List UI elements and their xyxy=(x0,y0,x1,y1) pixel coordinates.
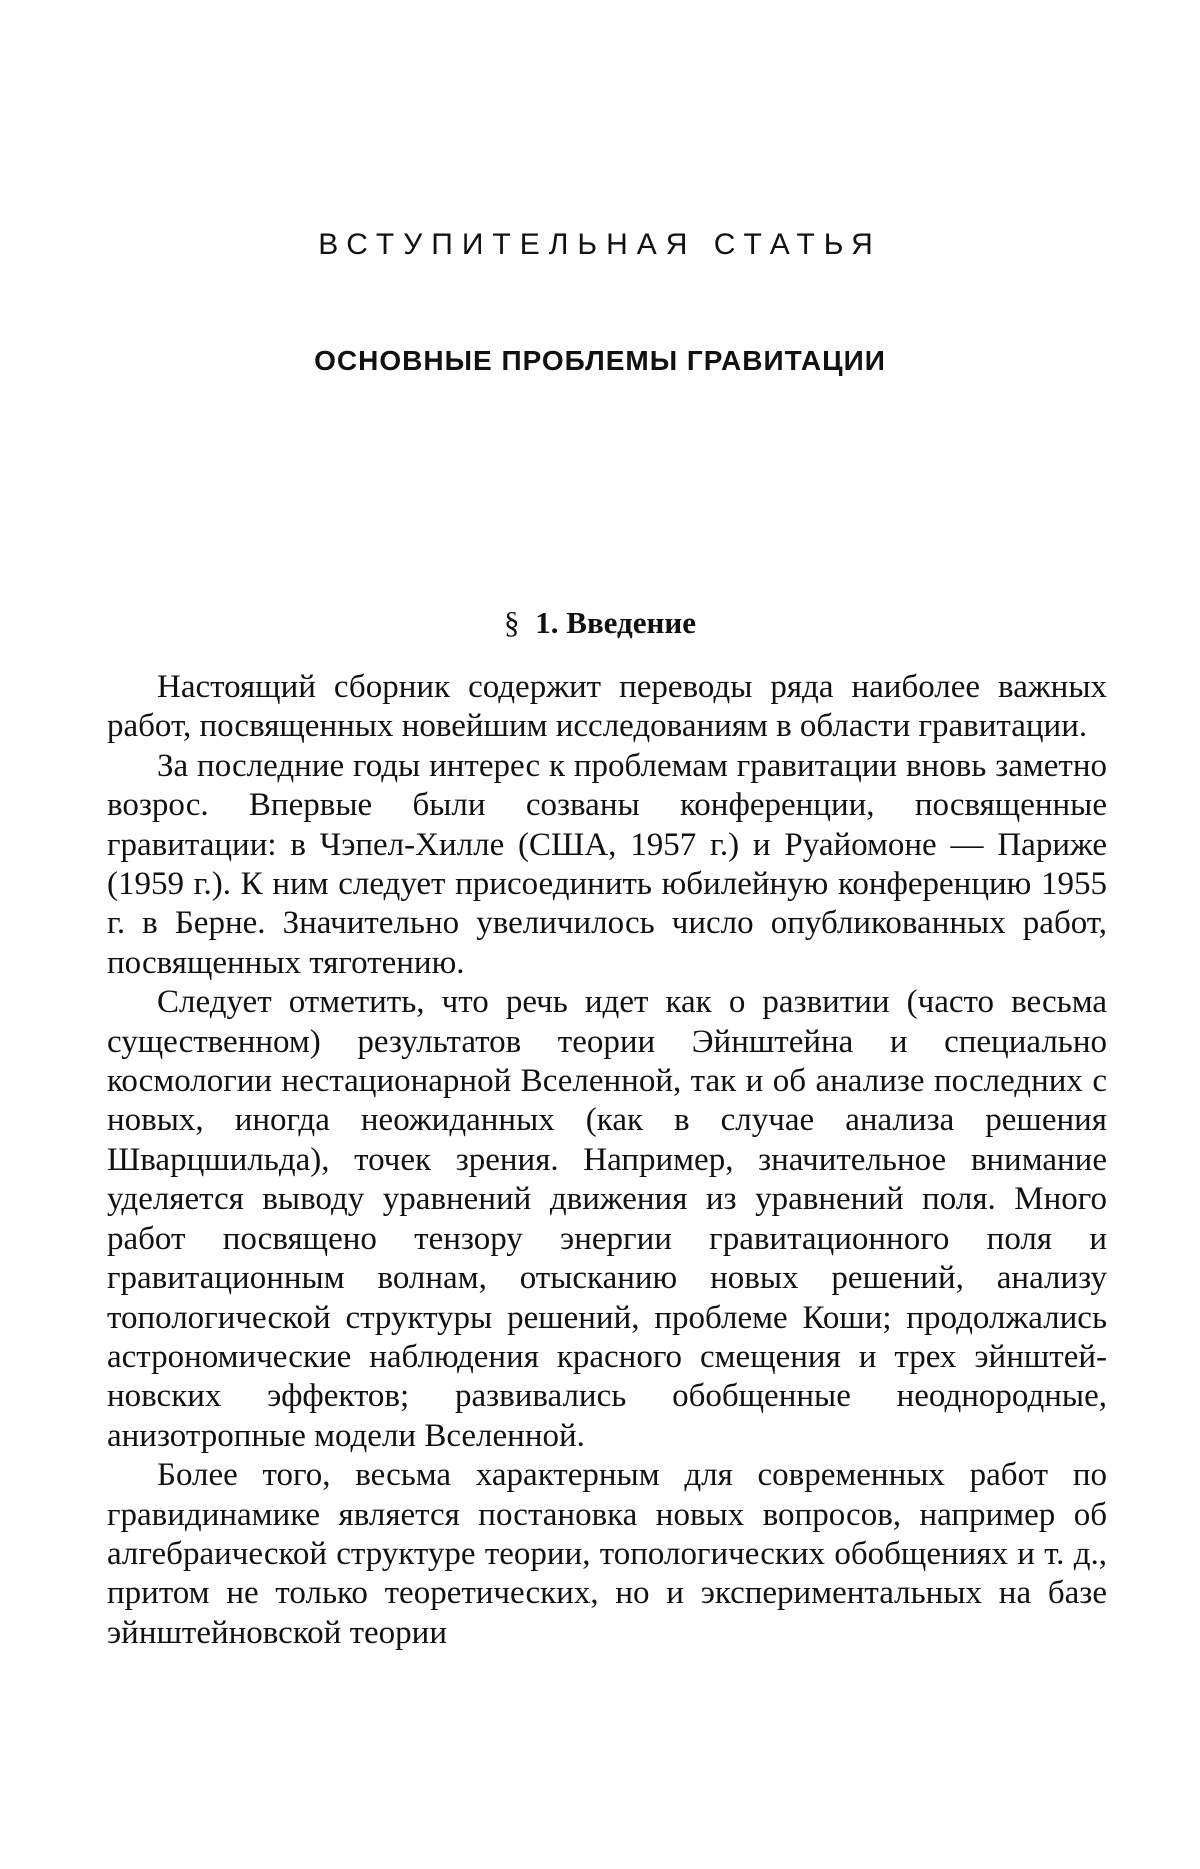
section-title: Введение xyxy=(566,605,696,640)
section-number: 1. xyxy=(535,605,559,640)
section-heading xyxy=(0,605,1200,641)
paragraph: Настоящий сборник содержит переводы ряда наиболее важных работ, посвященных новейшим исследованиям в области гравитации. xyxy=(107,669,1107,745)
article-kicker: ВСТУПИТЕЛЬНАЯ СТАТЬЯ xyxy=(318,228,882,261)
article-title: ОСНОВНЫЕ ПРОБЛЕМЫ ГРАВИТАЦИИ xyxy=(314,345,886,376)
section-sign: § xyxy=(504,605,520,640)
body-text xyxy=(107,668,1107,1653)
paragraph: Более того, весьма характерным для современных работ по гравидинамике является постановка новых вопросов, например об алгебраической структуре теории, топологических обобщениях и т. д., притом не только теоретических, но и экспериментальных на базе эйнштейновской теории xyxy=(107,1457,1107,1651)
paragraph: За последние годы интерес к проблемам гравитации вновь заметно возрос. Впервые были созваны конференции, посвященные гравитации: в Чэпел-Хилле (США, 1957 г.) и Руайомоне — Париже (1959 г.). К ним следует присоединить юбилейную конференцию 1955 г. в Берне. Значительно увеличилось число опубликованных работ, посвященных тяготению. xyxy=(107,747,1107,981)
paragraph: Следует отметить, что речь идет как о развитии (часто весьма существенном) результатов теории Эйнштейна и специально космологии нестационарной Вселенной, так и об анализе последних с новых, иногда неожиданных (как в случае анализа решения Шварцшильда), точек зрения. Например, значительное внимание уделяется выводу уравнений движения из уравнений поля. Много работ посвящено тензору энергии гравитационного поля и гравитационным волнам, отысканию новых решений, анализу топологической структуры решений, проблеме Коши; продолжались астрономические наблюдения красного смещения и трех эйнштейновских эффектов; развивались обобщенные неоднородные, анизотропные модели Вселенной. xyxy=(107,984,1107,1454)
